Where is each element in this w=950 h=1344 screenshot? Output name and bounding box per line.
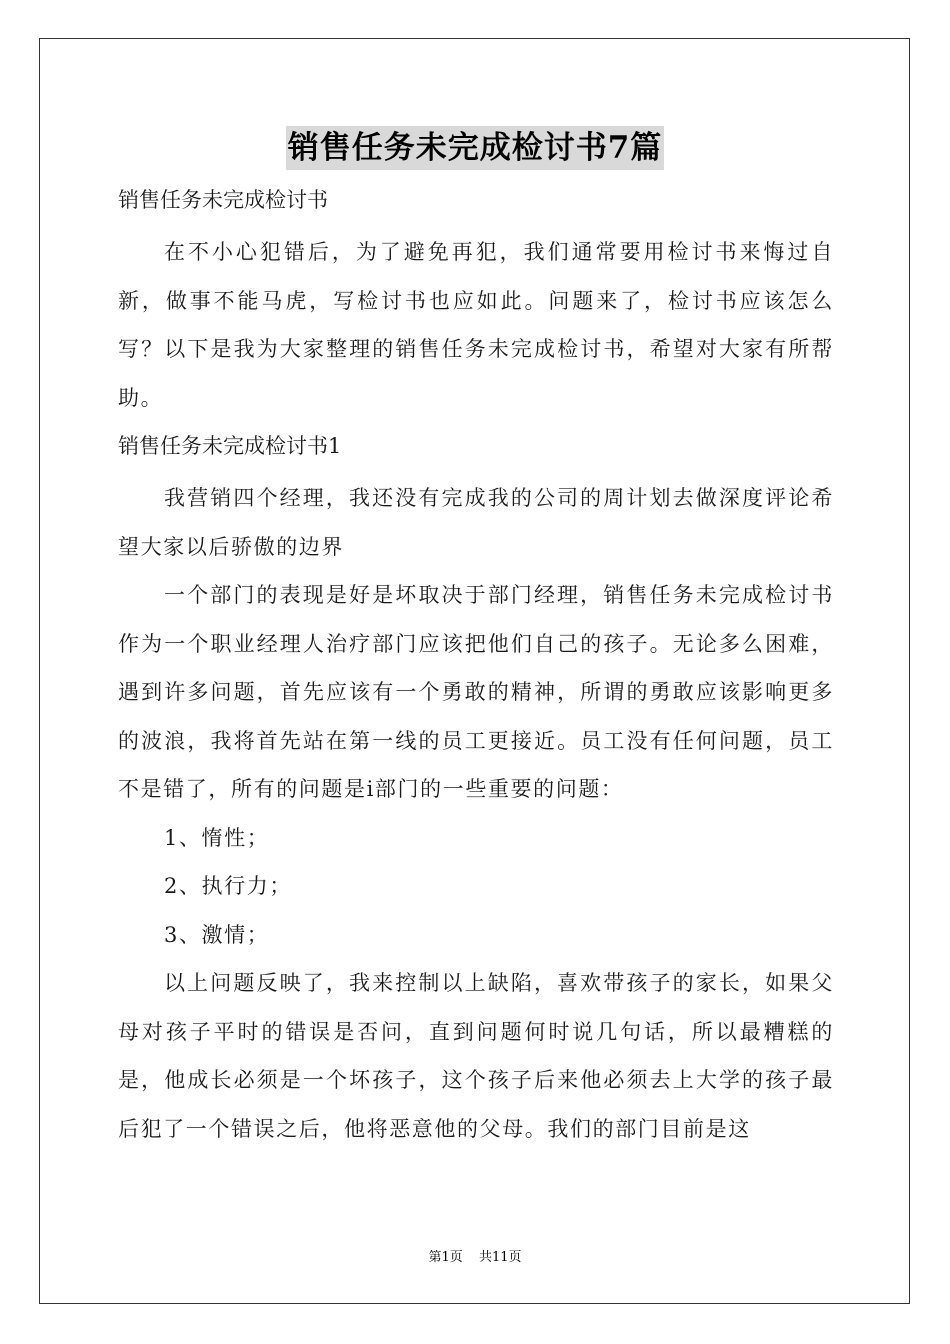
page-number: 第1页 xyxy=(428,1250,463,1265)
document-body xyxy=(118,180,834,1153)
spacer xyxy=(118,466,834,474)
body-paragraph: 以上问题反映了，我来控制以上缺陷，喜欢带孩子的家长，如果父母对孩子平时的错误是否问，直到问题何时说几句话，所以最糟糕的是，他成长必须是一个坏孩子，这个孩子后来他必须去上大学的孩子最后犯了一个错误之后，他将恶意他的父母。我们的部门目前是这 xyxy=(118,971,834,1141)
document-title: 销售任务未完成检讨书7篇 xyxy=(286,126,665,170)
list-item: 2、执行力； xyxy=(164,874,292,898)
spacer xyxy=(118,220,834,228)
page-footer xyxy=(0,1246,950,1265)
section-heading: 销售任务未完成检讨书1 xyxy=(118,434,342,458)
document-subtitle: 销售任务未完成检讨书 xyxy=(118,188,328,212)
page-total: 共11页 xyxy=(478,1250,522,1265)
title-container xyxy=(0,126,950,170)
intro-paragraph: 在不小心犯错后，为了避免再犯，我们通常要用检讨书来悔过自新，做事不能马虎，写检讨书也应如此。问题来了，检讨书应该怎么写？以下是我为大家整理的销售任务未完成检讨书，希望对大家有所帮助。 xyxy=(118,240,834,410)
list-item: 3、激情； xyxy=(164,922,270,947)
body-paragraph: 我营销四个经理，我还没有完成我的公司的周计划去做深度评论希望大家以后骄傲的边界 xyxy=(118,486,834,559)
body-paragraph: 一个部门的表现是好是坏取决于部门经理，销售任务未完成检讨书作为一个职业经理人治疗部门应该把他们自己的孩子。无论多么困难，遇到许多问题，首先应该有一个勇敢的精神，所谓的勇敢应该影响更多的波浪，我将首先站在第一线的员工更接近。员工没有任何问题，员工不是错了，所有的问题是i部门的一些重要的问题： xyxy=(118,583,834,801)
list-item: 1、惰性； xyxy=(164,825,270,850)
